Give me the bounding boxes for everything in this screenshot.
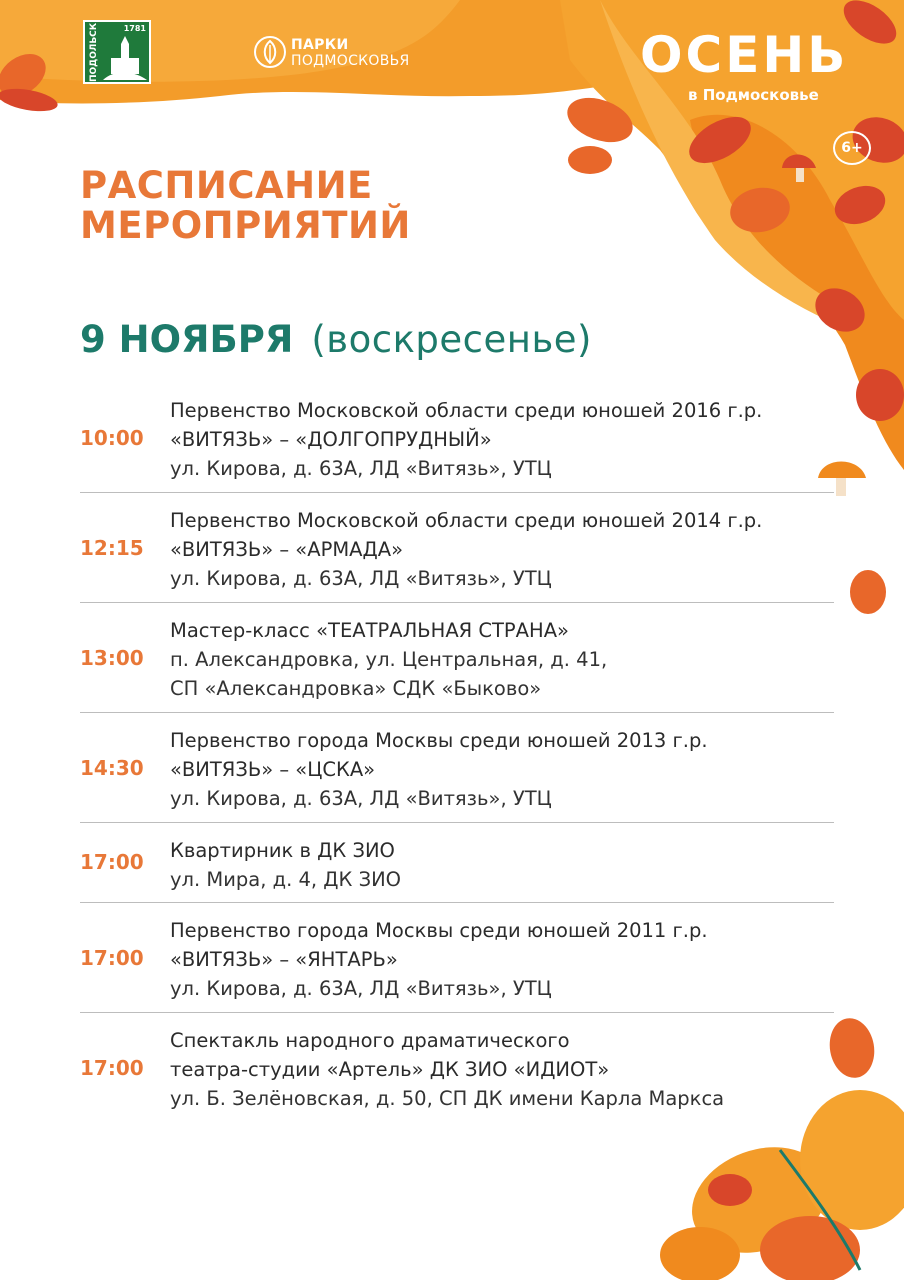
- event-address: ул. Мира, д. 4, ДК ЗИО: [170, 868, 402, 891]
- event-address: ул. Кирова, д. 63А, ЛД «Витязь», УТЦ: [170, 977, 552, 1000]
- event-subtitle: «ВИТЯЗЬ» – «АРМАДА»: [170, 538, 404, 561]
- event-title: Квартирник в ДК ЗИО: [170, 839, 395, 862]
- brand-word: ОСЕНЬ: [640, 26, 849, 84]
- event-time: 12:15: [80, 536, 144, 560]
- church-icon: [103, 36, 147, 80]
- event-time: 17:00: [80, 946, 144, 970]
- divider: [80, 1012, 834, 1013]
- event-title: Спектакль народного драматического: [170, 1029, 570, 1052]
- event-time: 10:00: [80, 426, 144, 450]
- event-time: 17:00: [80, 1056, 144, 1080]
- divider: [80, 822, 834, 823]
- event-address: СП «Александровка» СДК «Быково»: [170, 677, 542, 700]
- event-title: Первенство Московской области среди юношей 2016 г.р.: [170, 399, 763, 422]
- date-day: 9 НОЯБРЯ: [80, 318, 294, 361]
- event-subtitle: «ВИТЯЗЬ» – «ДОЛГОПРУДНЫЙ»: [170, 428, 492, 451]
- event-title: Первенство города Москвы среди юношей 2013 г.р.: [170, 729, 708, 752]
- event-address: ул. Кирова, д. 63А, ЛД «Витязь», УТЦ: [170, 457, 552, 480]
- age-rating-badge: 6+: [833, 131, 871, 165]
- event-address: ул. Кирова, д. 63А, ЛД «Витязь», УТЦ: [170, 567, 552, 590]
- title-line-2: МЕРОПРИЯТИЙ: [80, 204, 411, 247]
- title-line-1: РАСПИСАНИЕ: [80, 164, 373, 207]
- event-title: Мастер-класс «ТЕАТРАЛЬНАЯ СТРАНА»: [170, 619, 569, 642]
- event-subtitle: «ВИТЯЗЬ» – «ЯНТАРЬ»: [170, 948, 398, 971]
- event-title: Первенство города Москвы среди юношей 2011 г.р.: [170, 919, 708, 942]
- parks-logo-line1: ПАРКИ: [291, 37, 349, 53]
- event-subtitle: театра-студии «Артель» ДК ЗИО «ИДИОТ»: [170, 1058, 610, 1081]
- podolsk-logo-year: 1781: [123, 24, 146, 33]
- event-address: ул. Б. Зелёновская, д. 50, СП ДК имени Карла Маркса: [170, 1087, 725, 1110]
- event-address: ул. Кирова, д. 63А, ЛД «Витязь», УТЦ: [170, 787, 552, 810]
- divider: [80, 492, 834, 493]
- brand-subtitle: в Подмосковье: [688, 86, 819, 104]
- autumn-brand-logo: [640, 26, 880, 104]
- podolsk-logo: [83, 20, 151, 84]
- date-weekday: (воскресенье): [311, 318, 592, 361]
- event-time: 13:00: [80, 646, 144, 670]
- event-time: 17:00: [80, 850, 144, 874]
- event-date: [80, 318, 592, 361]
- event-subtitle: «ВИТЯЗЬ» – «ЦСКА»: [170, 758, 376, 781]
- event-title: Первенство Московской области среди юношей 2014 г.р.: [170, 509, 763, 532]
- podolsk-logo-text: ПОДОЛЬСК: [89, 22, 99, 82]
- page-title: [80, 166, 411, 246]
- divider: [80, 902, 834, 903]
- divider: [80, 602, 834, 603]
- tree-leaf-icon: [253, 35, 287, 69]
- event-time: 14:30: [80, 756, 144, 780]
- event-address: п. Александровка, ул. Центральная, д. 41,: [170, 648, 608, 671]
- parks-logo-line2: ПОДМОСКОВЬЯ: [291, 53, 410, 69]
- divider: [80, 712, 834, 713]
